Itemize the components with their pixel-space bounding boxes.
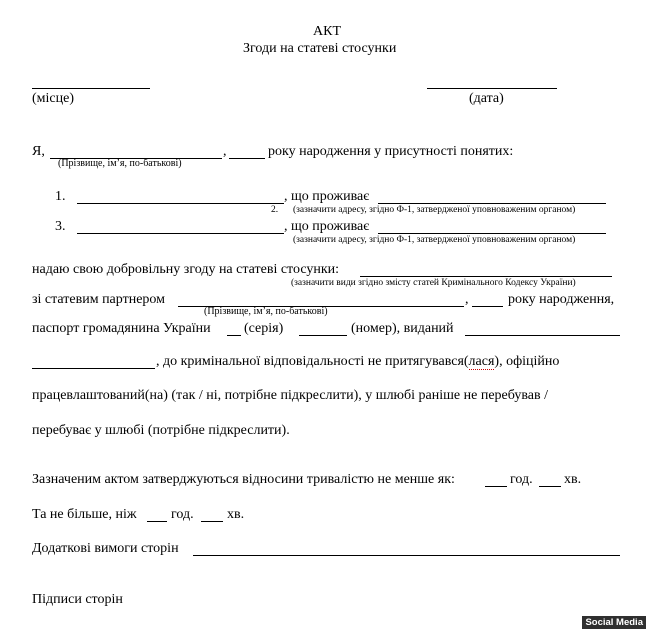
passport-series-blank xyxy=(227,335,241,336)
witness-3-address-blank xyxy=(378,233,606,234)
witness-3-name-blank xyxy=(77,233,284,234)
duration-max-minutes-blank xyxy=(201,521,223,522)
signatures-label: Підписи сторін xyxy=(32,592,123,607)
witness-1-address-blank xyxy=(378,203,606,204)
partner-birth-year-blank xyxy=(472,306,503,307)
employment-line: працевлаштований(на) (так / ні, потрібне підкреслити), у шлюбі раніше не перебував / xyxy=(32,388,548,403)
criminal-marked-text: лася xyxy=(468,354,495,369)
intro-suffix: року народження у присутності понятих: xyxy=(268,144,514,159)
witness-1-caption: (зазначити адресу, згідно Ф-1, затвердженої уповноваженим органом) xyxy=(293,205,576,215)
duration-min-hours-blank xyxy=(485,486,507,487)
intro-prefix: Я, xyxy=(32,144,45,159)
witness-1-number: 1. xyxy=(55,189,66,204)
witness-3-number: 3. xyxy=(55,219,66,234)
intro-sep: , xyxy=(223,144,227,159)
marriage-line: перебуває у шлюбі (потрібне підкреслити). xyxy=(32,423,290,438)
date-blank xyxy=(427,88,557,89)
consent-text: надаю свою добровільну згоду на статеві стосунки: xyxy=(32,262,340,277)
document-subtitle: Згоди на статеві стосунки xyxy=(243,41,397,56)
consent-caption: (зазначити види згідно змісту статей Кримінального Кодексу України) xyxy=(291,278,576,288)
duration-min-hours: год. xyxy=(510,472,533,487)
consent-types-blank xyxy=(360,276,612,277)
passport-series-label: (серія) xyxy=(244,321,284,336)
duration-max-minutes: хв. xyxy=(227,507,245,522)
extra-requirements-blank xyxy=(193,555,620,556)
document-title: АКТ xyxy=(313,24,341,39)
passport-prefix: паспорт громадянина України xyxy=(32,321,211,336)
passport-number-blank xyxy=(299,335,347,336)
passport-issuer-blank xyxy=(465,335,620,336)
witness-1-name-blank xyxy=(77,203,284,204)
place-label: (місце) xyxy=(32,91,74,106)
extra-requirements-label: Додаткові вимоги сторін xyxy=(32,541,179,556)
witness-1-caption-number: 2. xyxy=(271,205,279,215)
partner-prefix: зі статевим партнером xyxy=(32,292,166,307)
birth-year-blank xyxy=(229,158,265,159)
duration-min-minutes-blank xyxy=(539,486,561,487)
duration-max-hours: год. xyxy=(171,507,194,522)
duration-min-minutes: хв. xyxy=(564,472,582,487)
name-caption: (Прізвище, ім’я, по-батькові) xyxy=(58,158,182,169)
place-blank xyxy=(32,88,150,89)
witness-3-lives: , що проживає xyxy=(284,219,370,234)
witness-3-caption: (зазначити адресу, згідно Ф-1, затвердженої уповноваженим органом) xyxy=(293,235,576,245)
issuer-continuation-blank xyxy=(32,368,155,369)
duration-max-hours-blank xyxy=(147,521,167,522)
partner-suffix: року народження, xyxy=(508,292,615,307)
partner-sep: , xyxy=(465,292,469,307)
date-label: (дата) xyxy=(469,91,504,106)
criminal-text: , до кримінальної відповідальності не притягувався(лася), офіційно xyxy=(156,354,560,369)
duration-max-prefix: Та не більше, ніж xyxy=(32,507,137,522)
witness-1-lives: , що проживає xyxy=(284,189,370,204)
duration-min-prefix: Зазначеним актом затверджуються відносини тривалістю не менше як: xyxy=(32,472,455,487)
watermark-badge: Social Media xyxy=(582,616,646,629)
passport-number-label: (номер), виданий xyxy=(351,321,454,336)
partner-caption: (Прізвище, ім’я, по-батькові) xyxy=(204,306,328,317)
